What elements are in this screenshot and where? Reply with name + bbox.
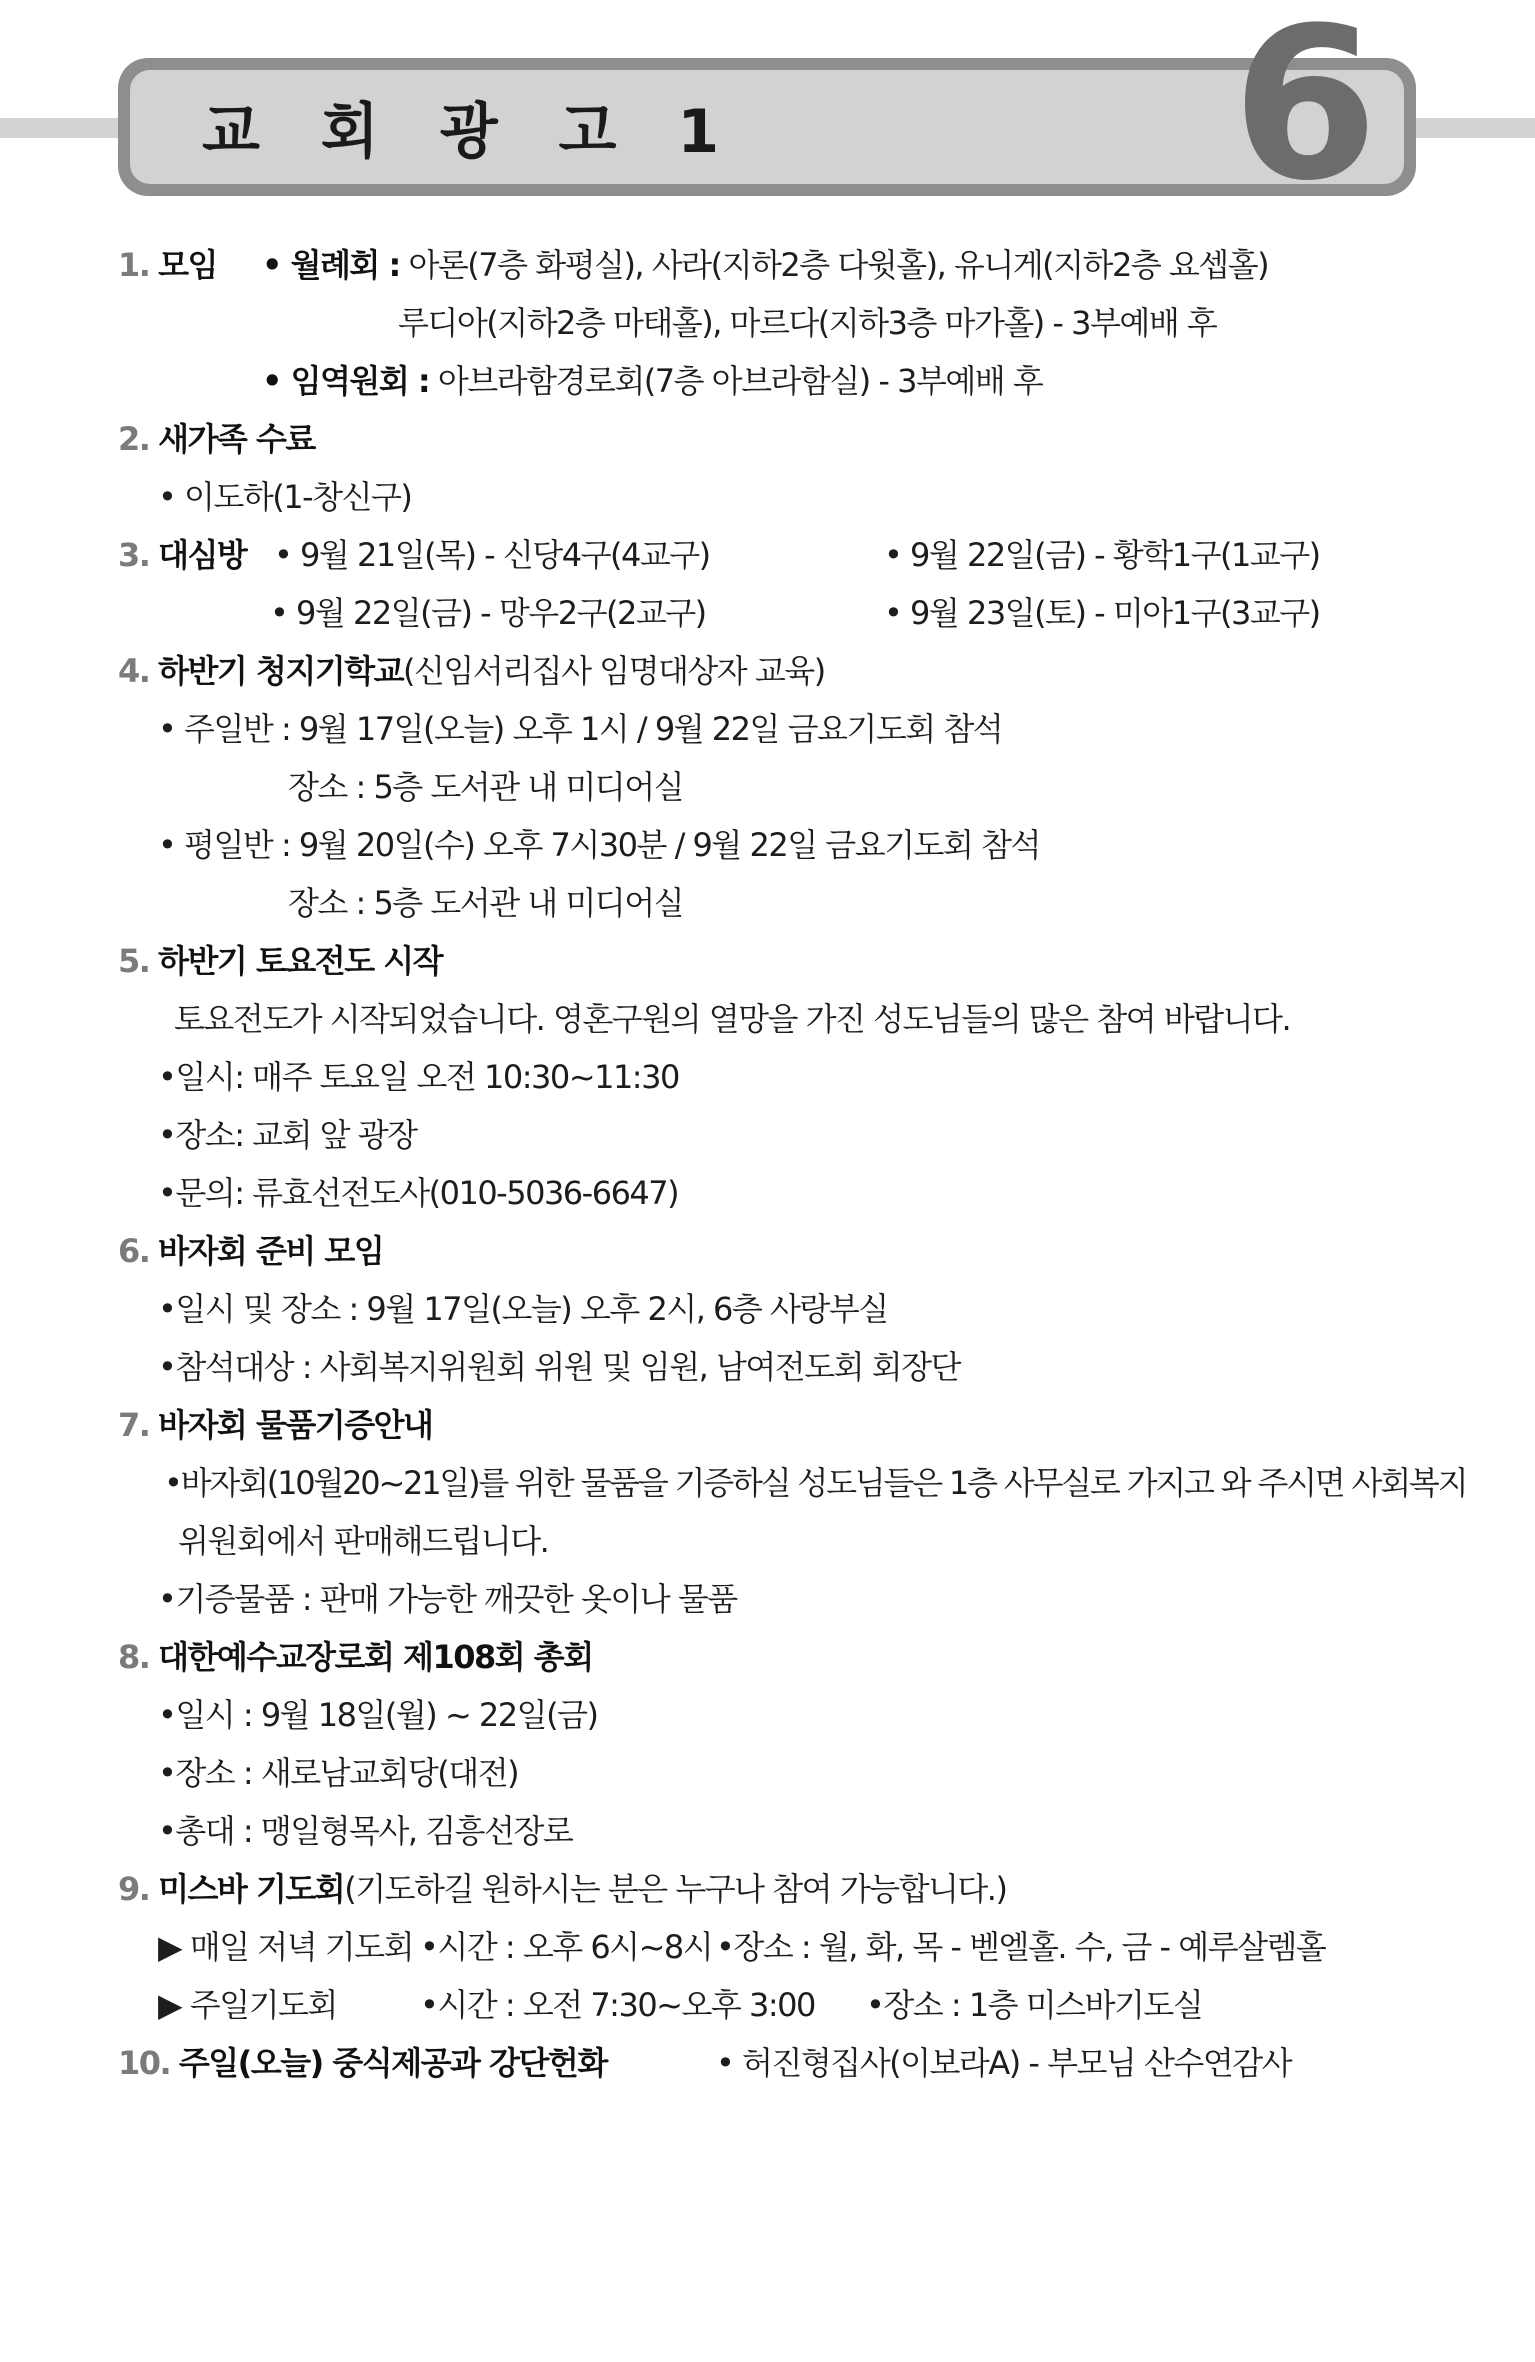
section-2-heading: 2. 새가족 수료 [118,420,315,458]
section-6-line-1: •일시 및 장소 : 9월 17일(오늘) 오후 2시, 6층 사랑부실 [158,1290,888,1328]
section-5-line-2: •일시: 매주 토요일 오전 10:30~11:30 [158,1058,679,1096]
section-4-line-2: 장소 : 5층 도서관 내 미디어실 [288,768,684,806]
section-9-row-1-place: •장소 : 월, 화, 목 - 벧엘홀. 수, 금 - 예루살렘홀 [716,1928,1326,1966]
section-3-visit-4: • 9월 23일(토) - 미아1구(3교구) [884,594,1320,632]
section-4-line-4: 장소 : 5층 도서관 내 미디어실 [288,884,684,922]
header-banner [118,58,1416,196]
section-7-line-1: •바자회(10월20~21일)를 위한 물품을 기증하실 성도님들은 1층 사무실로 가지고 와 주시면 사회복지 [164,1464,1467,1502]
section-3-visit-1: • 9월 21일(목) - 신당4구(4교구) [274,536,710,574]
section-10-heading: 10. 주일(오늘) 중식제공과 강단헌화 [118,2044,607,2082]
section-5-line-3: •장소: 교회 앞 광장 [158,1116,417,1154]
section-8-line-1: •일시 : 9월 18일(월) ~ 22일(금) [158,1696,598,1734]
header-banner-inner [130,70,1404,184]
section-8-line-2: •장소 : 새로남교회당(대전) [158,1754,519,1792]
section-4-line-3: • 평일반 : 9월 20일(수) 오후 7시30분 / 9월 22일 금요기도회 참석 [158,826,1040,864]
section-8-heading: 8. 대한예수교장로회 제108회 총회 [118,1638,593,1676]
section-9-row-1-name: ▶ 매일 저녁 기도회 [158,1928,414,1966]
section-5-line-1: 토요전도가 시작되었습니다. 영혼구원의 열망을 가진 성도님들의 많은 참여 바랍니다. [174,1000,1291,1038]
section-4-heading: 4. 하반기 청지기학교(신임서리집사 임명대상자 교육) [118,652,825,690]
section-2-line-1: • 이도하(1-창신구) [158,478,412,516]
page-title: 교 회 광 고 1 [202,97,740,167]
section-7-line-2: 위원회에서 판매해드립니다. [178,1522,549,1560]
page-number: 6 [1232,0,1379,227]
section-10-line-1: • 허진형집사(이보라A) - 부모님 산수연감사 [716,2044,1292,2082]
section-5-heading: 5. 하반기 토요전도 시작 [118,942,443,980]
section-7-line-3: •기증물품 : 판매 가능한 깨끗한 옷이나 물품 [158,1580,737,1618]
section-6-heading: 6. 바자회 준비 모임 [118,1232,384,1270]
section-6-line-2: •참석대상 : 사회복지위원회 위원 및 임원, 남여전도회 회장단 [158,1348,960,1386]
section-1-heading: 1. 모임 [118,246,217,284]
section-9-row-2-time: •시간 : 오전 7:30~오후 3:00 [420,1986,815,2024]
section-8-line-3: •총대 : 맹일형목사, 김흥선장로 [158,1812,573,1850]
section-7-heading: 7. 바자회 물품기증안내 [118,1406,433,1444]
section-1-line-2: 루디아(지하2층 마태홀), 마르다(지하3층 마가홀) - 3부예배 후 [398,304,1217,342]
section-5-line-4: •문의: 류효선전도사(010-5036-6647) [158,1174,679,1212]
section-1-line-3: • 임역원회 : 아브라함경로회(7층 아브라함실) - 3부예배 후 [262,362,1043,400]
section-9-heading: 9. 미스바 기도회(기도하길 원하시는 분은 누구나 참여 가능합니다.) [118,1870,1007,1908]
section-3-heading: 3. 대심방 [118,536,247,574]
section-3-visit-3: • 9월 22일(금) - 망우2구(2교구) [270,594,706,632]
section-3-visit-2: • 9월 22일(금) - 황학1구(1교구) [884,536,1320,574]
section-9-row-2-place: •장소 : 1층 미스바기도실 [866,1986,1203,2024]
section-1-line-1: • 월례회 : 아론(7층 화평실), 사라(지하2층 다윗홀), 유니게(지하2층 요셉홀) [262,246,1269,284]
section-9-row-2-name: ▶ 주일기도회 [158,1986,337,2024]
section-9-row-1-time: •시간 : 오후 6시~8시 [420,1928,713,1966]
section-4-line-1: • 주일반 : 9월 17일(오늘) 오후 1시 / 9월 22일 금요기도회 참석 [158,710,1003,748]
